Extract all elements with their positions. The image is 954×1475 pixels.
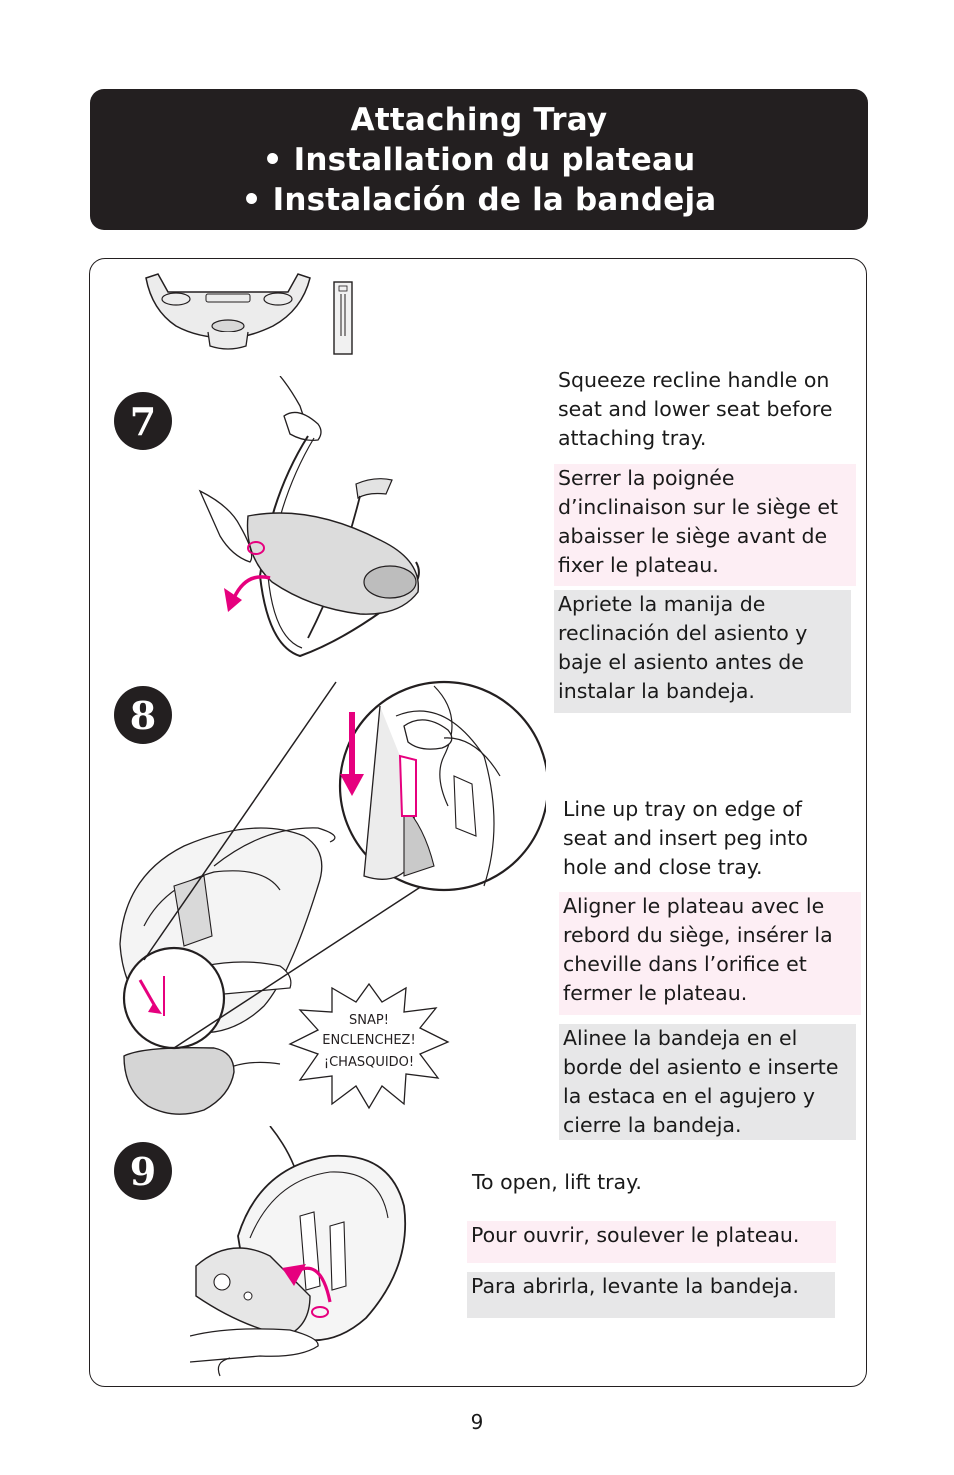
step-7-badge: 7 xyxy=(114,392,172,450)
step-8-text-english: Line up tray on edge of seat and insert peg into hole and close tray. xyxy=(563,797,808,879)
step-8-text-french: Aligner le plateau avec le rebord du siège, insérer la cheville dans l’orifice et fermer le plateau. xyxy=(559,892,861,1015)
step-9-text-spanish: Para abrirla, levante la bandeja. xyxy=(467,1272,835,1318)
step-7-recline-illustration xyxy=(190,376,435,661)
step-8-text-spanish: Alinee la bandeja en el borde del asiento e inserte la estaca en el agujero y cierre la bandeja. xyxy=(559,1024,856,1140)
title-english: Attaching Tray xyxy=(350,101,608,138)
step-9-lift-tray-illustration xyxy=(190,1126,420,1381)
step-9-badge: 9 xyxy=(114,1142,172,1200)
title-banner xyxy=(90,89,868,230)
burst-word-english: SNAP! xyxy=(349,1013,389,1028)
page-number: 9 xyxy=(470,1410,484,1434)
snap-burst xyxy=(286,982,452,1110)
tray-parts-illustration xyxy=(138,266,363,361)
step-8-badge: 8 xyxy=(114,686,172,744)
step-9-text-english: To open, lift tray. xyxy=(472,1170,642,1194)
title-french: • Installation du plateau xyxy=(262,141,696,178)
step-9-text-french: Pour ouvrir, soulever le plateau. xyxy=(467,1221,836,1263)
burst-word-french: ENCLENCHEZ! xyxy=(322,1033,416,1048)
title-spanish: • Instalación de la bandeja xyxy=(241,181,717,218)
step-7-text-english: Squeeze recline handle on seat and lower seat before attaching tray. xyxy=(558,368,833,450)
step-7-text-spanish: Apriete la manija de reclinación del asiento y baje el asiento antes de instalar la bandeja. xyxy=(554,590,851,713)
step-7-text-french: Serrer la poignée d’inclinaison sur le siège et abaisser le siège avant de fixer le plateau. xyxy=(554,464,856,586)
burst-word-spanish: ¡CHASQUIDO! xyxy=(323,1055,415,1070)
